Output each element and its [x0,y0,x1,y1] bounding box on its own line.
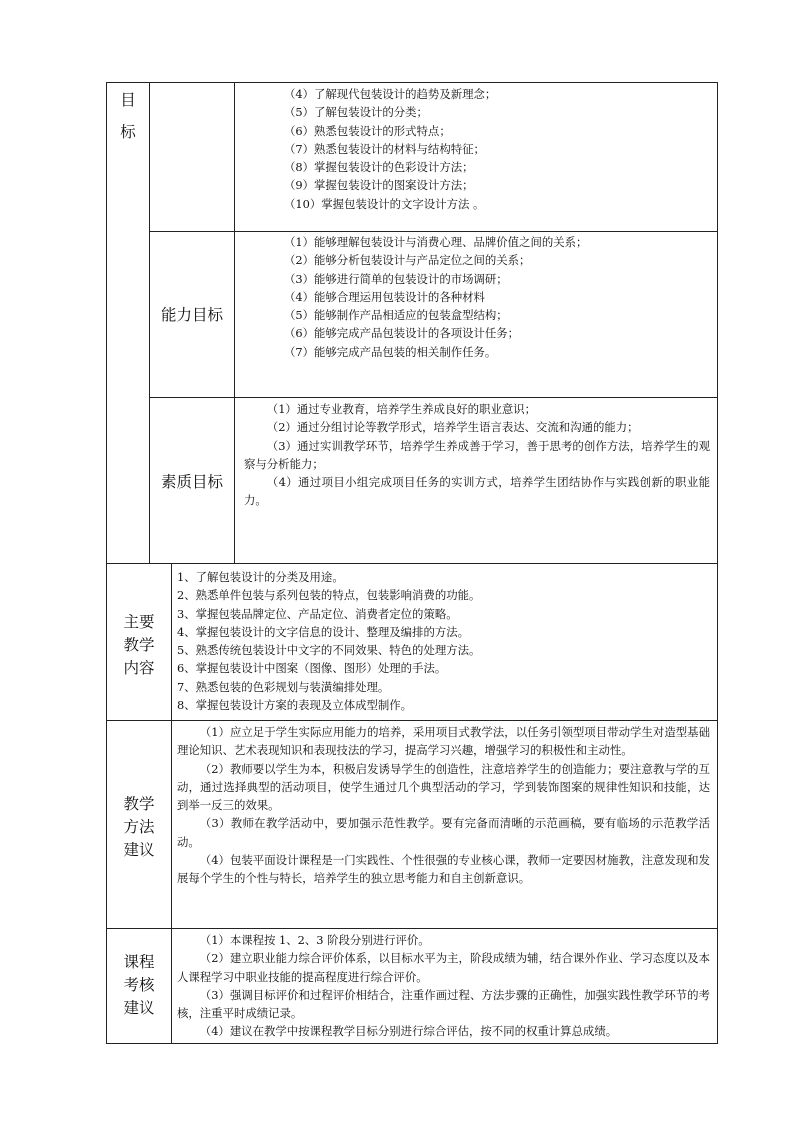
objectives-label-char-2: 标 [120,123,136,141]
list-item: （6）能够完成产品包装设计的各项设计任务； [284,326,520,341]
list-item: 8、掌握包装设计方案的表现及立体成型制作。 [177,698,413,713]
label-line: 课程 [123,953,155,971]
list-item: （4）了解现代包装设计的趋势及新理念； [284,87,497,101]
paragraph: （2）建立职业能力综合评价体系，以目标水平为主，阶段成绩为辅，结合课外作业、学习态度以及本人课程学习中职业技能的提高程度进行综合评价。 [177,951,710,984]
list-item: （6）熟悉包装设计的形式特点； [284,123,451,138]
label-line: 建议 [123,841,155,859]
list-item: （5）能够制作产品相适应的包装盒型结构； [284,308,508,323]
table-bottom-border [106,1043,718,1044]
main-content-list [177,568,480,714]
label-line: 方法 [123,818,155,836]
list-item: （1）能够理解包装设计与消费心理、品牌价值之间的关系； [284,235,588,249]
list-item: （1）通过专业教育，培养学生养成良好的职业意识； [266,402,537,416]
list-item: （3）通过实训教学环节，培养学生养成善于学习，善于思考的创作方法，培养学生的观察与分析能力； [244,438,710,471]
list-item: 3、掌握包装品牌定位、产品定位、消费者定位的策略。 [177,606,458,621]
label-line: 建议 [123,999,155,1017]
list-item: （2）通过分组讨论等教学形式，培养学生语言表达、交流和沟通的能力； [266,420,639,435]
main-content-label [110,611,168,680]
label-line: 内容 [123,659,155,677]
teaching-method-text [177,723,710,888]
list-item: （8）掌握包装设计的色彩设计方法； [284,160,474,175]
list-item: （4）能够合理运用包装设计的各种材料 [284,289,485,304]
list-item: （7）熟悉包装设计的材料与结构特征； [284,141,485,156]
list-item: 2、熟悉单件包装与系列包装的特点，包装影响消费的功能。 [177,588,481,603]
label-line: 教学 [123,795,155,813]
label-line: 教学 [123,636,155,654]
list-item: （5）了解包装设计的分类； [284,105,428,120]
paragraph: （4）建议在教学中按课程教学目标分别进行综合评估，按不同的权重计算总成绩。 [199,1024,618,1039]
quality-objectives-text [244,400,710,510]
paragraph: （3）教师在教学活动中，要加强示范性教学。要有完备而清晰的示范画稿，要有临场的示范教学活动。 [177,816,710,849]
objectives-inner-right [234,82,235,563]
list-item: 5、熟悉传统包装设计中文字的不同效果、特色的处理方法。 [177,643,481,658]
ability-objectives-list [284,233,587,361]
list-item: （9）掌握包装设计的图案设计方法； [284,178,474,193]
knowledge-objectives-list [284,85,496,213]
ability-quality-divider [149,397,717,398]
list-item: （7）能够完成产品包装的相关制作任务。 [284,344,497,359]
objectives-inner-left [149,82,150,563]
content-method-divider [106,720,718,721]
knowledge-ability-divider [149,231,717,232]
quality-objectives-label: 素质目标 [160,473,223,491]
paragraph: （3）强调目标评价和过程评价相结合，注重作画过程、方法步骤的正确性，加强实践性教学环节的考核，注重平时成绩记录。 [177,987,710,1021]
list-item: 7、熟悉包装的色彩规划与装潢编排处理。 [177,679,390,694]
list-item: 1、了解包装设计的分类及用途。 [177,570,344,584]
ability-objectives-label: 能力目标 [160,306,223,324]
list-item: 6、掌握包装设计中图案（图像、图形）处理的手法。 [177,661,447,676]
label-line: 主要 [123,613,155,631]
lower-label-column-line [171,563,172,1043]
paragraph: （1）本课程按 1、2、3 阶段分别进行评价。 [199,933,430,947]
paragraph: （1）应立足于学生实际应用能力的培养，采用项目式教学法，以任务引领型项目带动学生对造型基础理论知识、艺术表现知识和表现技法的学习，提高学习兴趣，增强学习的积极性和主动性。 [177,725,710,758]
list-item: 4、掌握包装设计的文字信息的设计、整理及编排的方法。 [177,624,470,639]
objectives-content-divider [106,563,718,564]
method-assessment-divider [106,928,718,929]
list-item: （3）能够进行简单的包装设计的市场调研； [284,271,508,286]
label-line: 考核 [123,976,155,994]
assessment-label [110,951,168,1020]
table-top-border [106,82,718,83]
assessment-text [177,931,710,1041]
list-item: （10）掌握包装设计的文字设计方法 。 [284,196,485,211]
paragraph: （2）教师要以学生为本，积极启发诱导学生的创造性，注意培养学生的创造能力；要注意教与学的互动，通过选择典型的活动项目，使学生通过几个典型活动的学习，学到装饰图案的规律性知识和技能，达到举一反三的效果。 [177,761,710,813]
list-item: （4）通过项目小组完成项目任务的实训方式，培养学生团结协作与实践创新的职业能力。 [244,475,710,508]
objectives-label-char-1: 目 [120,91,136,109]
list-item: （2）能够分析包装设计与产品定位之间的关系； [284,253,531,268]
paragraph: （4）包装平面设计课程是一门实践性、个性很强的专业核心课，教师一定要因材施教，注意发现和发展每个学生的个性与特长，培养学生的独立思考能力和自主创新意识。 [177,853,710,886]
teaching-method-label [110,793,168,862]
